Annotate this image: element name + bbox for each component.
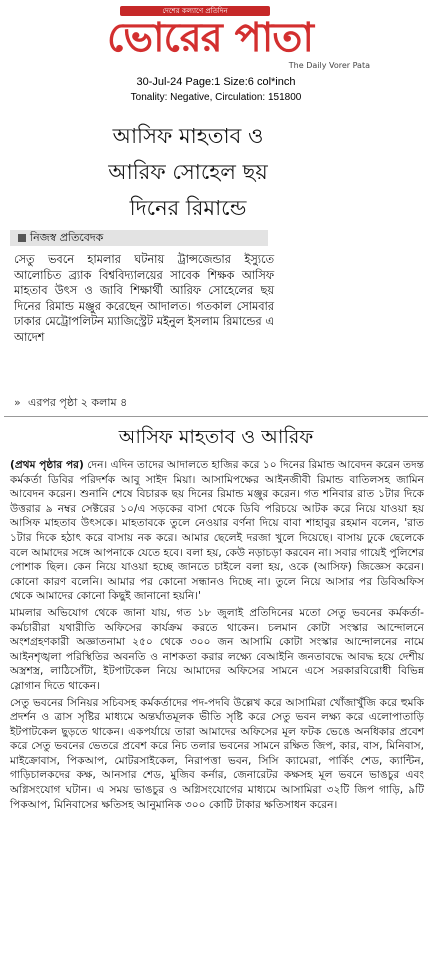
front-headline (18, 118, 358, 226)
article-body (10, 458, 424, 814)
meta-date-page: 30-Jul-24 Page:1 Size:6 col*inch (136, 76, 296, 88)
front-headline-line: আরিফ সোহেল ছয় (108, 160, 268, 184)
masthead (0, 0, 432, 70)
lead-in: (প্রথম পৃষ্ঠার পর) (10, 459, 84, 471)
front-headline-line: আসিফ মাহতাব ও (112, 124, 264, 148)
divider (4, 416, 428, 417)
newspaper-logo: ভোরের পাতা (106, 15, 313, 61)
byline (10, 230, 268, 246)
front-headline-line: দিনের রিমান্ডে (129, 196, 247, 220)
front-lead-paragraph: সেতু ভবনে হামলার ঘটনায় ট্রান্সজেন্ডার ইস্যুতে আলোচিত ব্র্যাক বিশ্ববিদ্যালয়ের সাবেক শিক্ষক আসিফ মাহতাব উৎস ও জাবি শিক্ষার্থী আরিফ সোহেলের ছয় দিনের রিমান্ড মঞ্জুর করেছেন আদালত। গতকাল সোমবার ঢাকার মেট্রোপলিটন ম্যাজিস্ট্রেট মইনুল ইসলাম রিমান্ডের এ আদেশ (14, 253, 274, 344)
bullet-square-icon (18, 234, 26, 242)
double-chevron-right-icon: » (14, 396, 21, 409)
continued-text: এরপর পৃষ্ঠা ২ কলাম ৪ (28, 396, 128, 409)
article-paragraph: সেতু ভবনের সিনিয়র সচিবসহ কর্মকর্তাদের পদ-পদবি উল্লেখ করে আসামিরা খোঁজাখুঁজি করে হুমকি প্রদর্শন ও ত্রাস সৃষ্টির মাধ্যমে অন্তর্ঘাতমূলক ভীতি সৃষ্টি করে সেতু ভবন লক্ষ্য করে এলোপাতাড়ি ইটপাটকেল ছুড়তে থাকেন। একপর্যায়ে তারা আমাদের অফিসের মূল ফটক ভেঙে অনধিকার প্রবেশ করে সেতু ভবনের ভেতরে প্রবেশ করে নিচ তলার ভবনের সামনে রক্ষিত জিপ, কার, বাস, মিনিবাস, মাইক্রোবাস, পিকআপ, মোটরসাইকেল, নিরাপত্তা ভবন, সিসি ক্যামেরা, পার্কিং শেড, ক্যান্টিন, গাড়িচালকদের কক্ষ, আনসার শেড, মুজিব কর্নার, জেনারেটর কক্ষসহ মূল ভবনে ভাঙচুর এবং অগ্নিসংযোগ ঘটান। এ সময় ভাঙচুর ও অগ্নিসংযোগের মাধ্যমে আসামিরা ৩২টি জিপ গাড়ি, ৯টি পিকআপ, মিনিবাসের ক্ষতিসহ আনুমানিক ৩০০ কোটি টাকার ক্ষতিসাধন করেন। (10, 696, 424, 811)
masthead-subtitle: The Daily Vorer Pata (288, 61, 370, 70)
masthead-tagline: দেশের কল্যাণে প্রতিদিন (120, 6, 270, 16)
byline-text: নিজস্ব প্রতিবেদক (30, 231, 104, 244)
meta-tonality-circulation: Tonality: Negative, Circulation: 151800 (130, 92, 302, 103)
clipping-meta (0, 74, 432, 106)
article-paragraph-text: দেন। এদিন তাদের আদালতে হাজির করে ১০ দিনের রিমান্ড আবেদন করেন তদন্ত কর্মকর্তা ডিবির পরিদর্শক আবু সাইদ মিয়া। আসামিপক্ষের আইনজীবী রিমান্ড বাতিলসহ জামিন আবেদন করেন। শুনানি শেষে বিচারক ছয় দিনের রিমান্ড মঞ্জুর করেন। গত শনিবার রাত ১টার দিকে উত্তরার ৯ নম্বর সেক্টরের ১০/এ সড়কের বাসা থেকে ডিবি পরিচয়ে আটক করে নিয়ে যাওয়া হয় আসিফ মাহতাব উৎসকে। মাহতাবকে তুলে নেওয়ার বর্ণনা দিয়ে বাবা শাহাবুর রহমান বলেন, 'রাত ১টার দিকে হঠাৎ করে বাসায় নক করে। আমার ছেলেই দরজা খুলে দিয়েছে। বাসায় ঢুকে ছেলেকে বলে আমাদের সঙ্গে আপনাকে যেতে হবে। বলা হয়, কেউ নড়াচড়া করবেন না। সবার গায়েই পুলিশের পোশাক ছিল। কেন নিয়ে যাওয়া হচ্ছে জানতে চাইলে বলা হয়, ওকে (আসিফ) জিজ্ঞেস করেন। কোনো কারণ বলেনি। আমার পর কোনো সন্ধানও দিচ্ছে না। তুলে নিয়ে আসার পর ডিবিঅফিস থেকে আমাদের কোনো কিছুই জানানো হয়নি।' (10, 459, 424, 603)
inside-headline: আসিফ মাহতাব ও আরিফ (118, 426, 314, 448)
continued-note (14, 394, 274, 413)
article-paragraph (10, 458, 424, 604)
article-paragraph: মামলার অভিযোগ থেকে জানা যায়, গত ১৮ জুলাই প্রতিদিনের মতো সেতু ভবনের কর্মকর্তা-কর্মচারীরা যথারীতি অফিসের কার্যক্রম করতে থাকেন। চলমান কোটা সংস্কার আন্দোলনে অংশগ্রহণকারী অজ্ঞাতনামা ২৫০ থেকে ৩০০ জন আসামি কোটা সংস্কার আন্দোলনের নামে আইনশৃঙ্খলা পরিস্থিতির অবনতি ও নাশকতা করার লক্ষ্যে বেআইনি জনতাবদ্ধে আবদ্ধ হয়ে দেশীয় অস্ত্রশস্ত্র, লাঠিসোঁটা, ইটপাটকেল নিয়ে আমাদের অফিসের সামনে এসে সরকারবিরোধী বিভিন্ন স্লোগান দিতে থাকেন। (10, 606, 424, 692)
